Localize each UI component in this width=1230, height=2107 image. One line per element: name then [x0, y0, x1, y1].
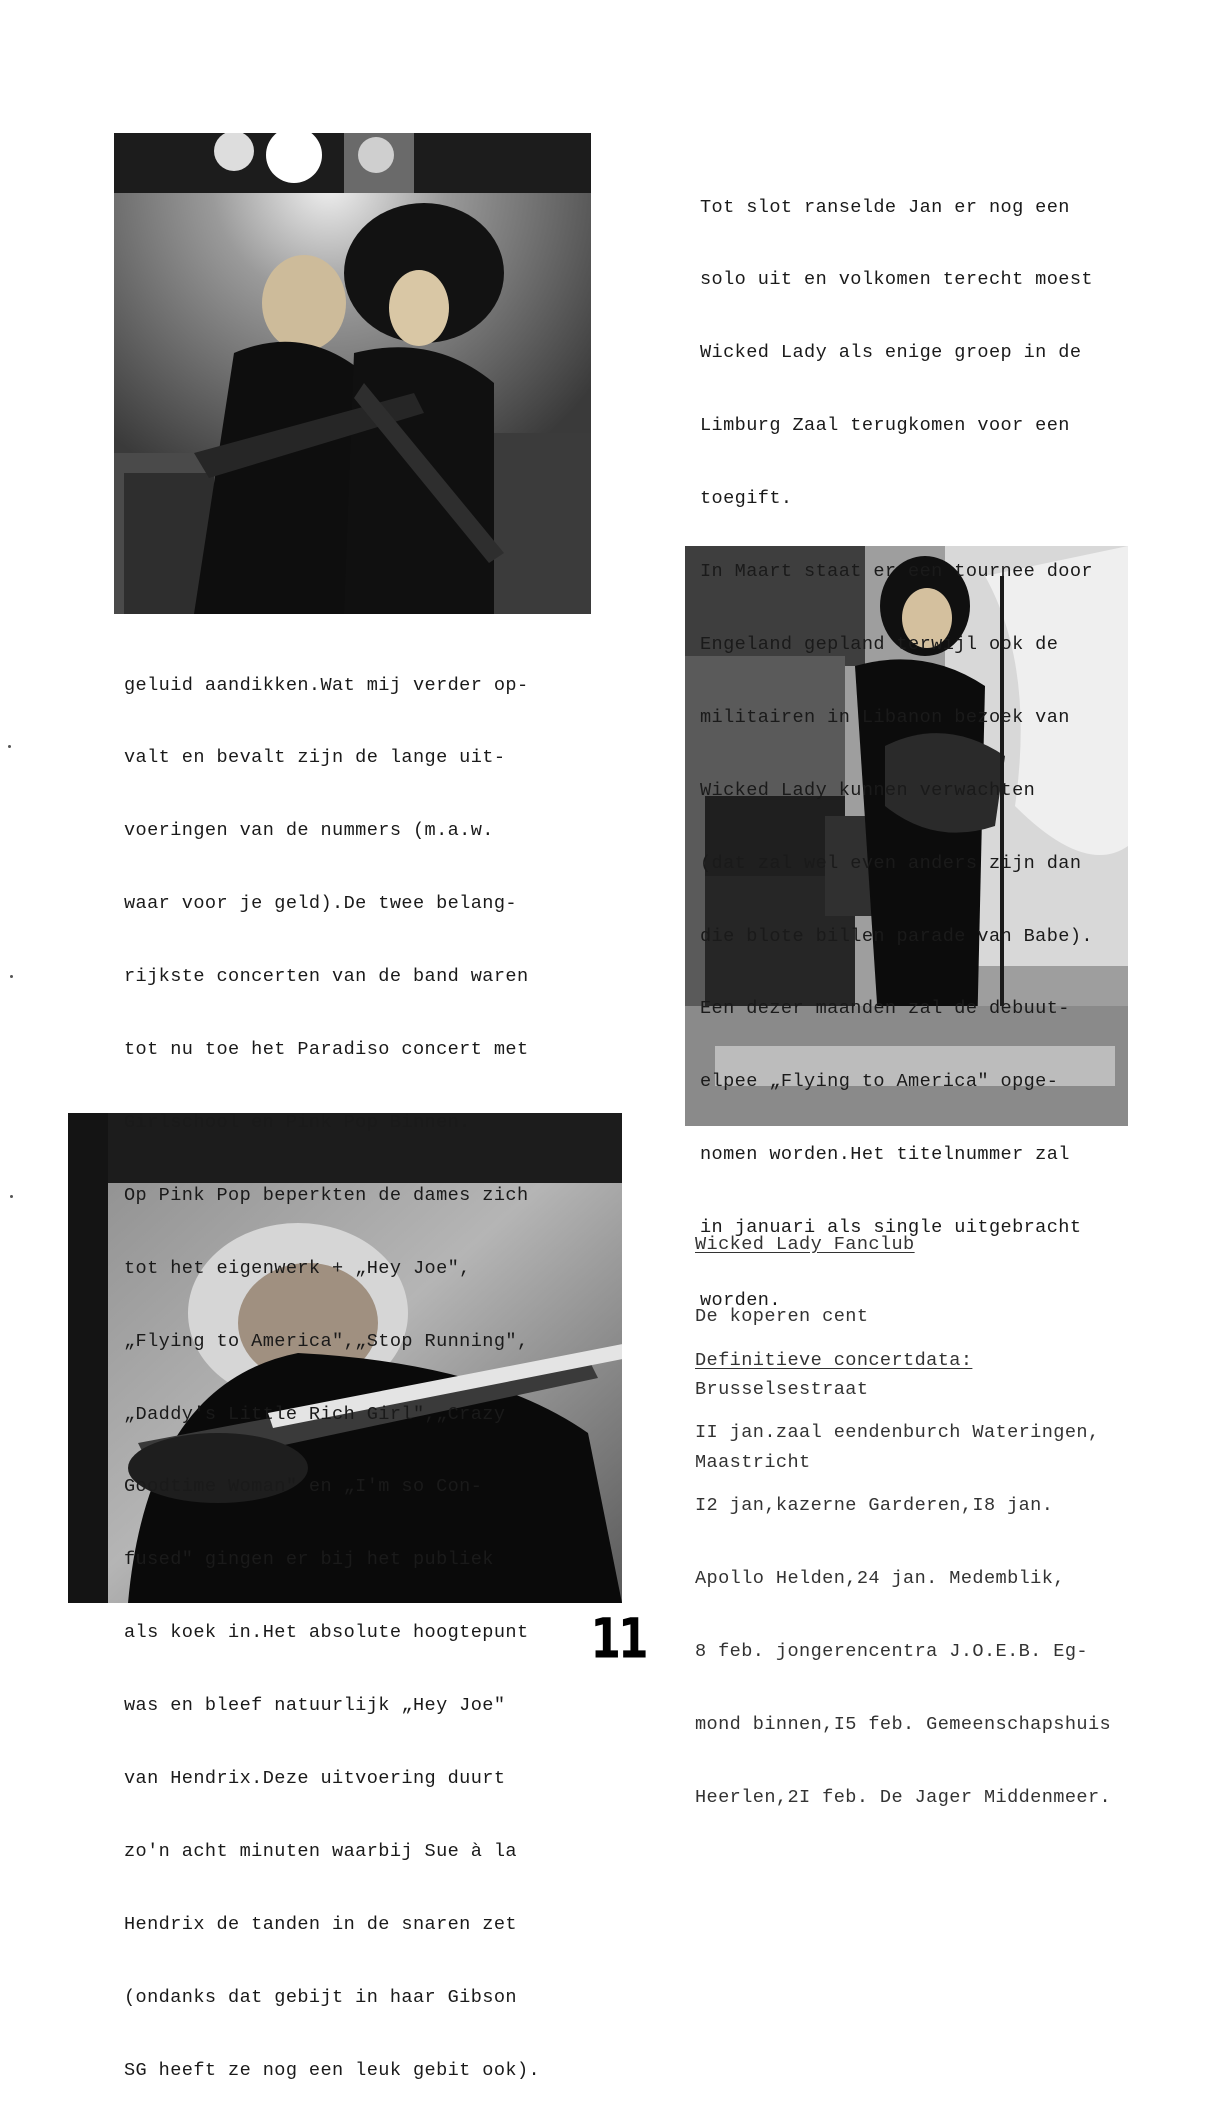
page-number: 11: [590, 1607, 646, 1672]
text-line: SG heeft ze nog een leuk gebit ook).: [124, 2059, 541, 2081]
text-line: nomen worden.Het titelnummer zal: [700, 1144, 1070, 1166]
text-line: tot nu toe het Paradiso concert met: [124, 1039, 529, 1061]
photo-two-guitarists: [114, 133, 591, 614]
text-line: In Maart staat er een tournee door: [700, 561, 1093, 583]
text-line: elpee „Flying to America" opge-: [700, 1071, 1059, 1093]
text-line: waar voor je geld).De twee belang-: [124, 893, 517, 915]
text-line: „Daddy's Little Rich Girl",„Crazy: [124, 1403, 506, 1425]
text-line: zo'n acht minuten waarbij Sue à la: [124, 1840, 517, 1862]
text-line: „Flying to America",„Stop Running",: [124, 1330, 529, 1352]
concert-line: Apollo Helden,24 jan. Medemblik,: [695, 1568, 1065, 1590]
text-line: Hendrix de tanden in de snaren zet: [124, 1913, 517, 1935]
text-line: rijkste concerten van de band waren: [124, 966, 529, 988]
text-line: in januari als single uitgebracht: [700, 1217, 1082, 1239]
text-line: Tot slot ranselde Jan er nog een: [700, 196, 1070, 218]
text-line: Girlschool en Pink Pop Binnen.: [124, 1111, 471, 1133]
text-line: tot het eigenwerk + „Hey Joe",: [124, 1257, 471, 1279]
left-column-article-text: [124, 625, 540, 2107]
text-line: worden.: [700, 1289, 781, 1311]
text-line: toegift.: [700, 488, 793, 510]
concert-line: II jan.zaal eendenburch Wateringen,: [695, 1422, 1100, 1444]
text-line: was en bleef natuurlijk „Hey Joe": [124, 1695, 506, 1717]
text-line: (dat zal wel even anders zijn dan: [700, 852, 1082, 874]
scan-speck: [10, 1195, 13, 1198]
fanclub-line: Brusselsestraat: [695, 1379, 869, 1401]
text-line: Wicked Lady kunnen verwachten: [700, 779, 1036, 801]
text-line: die blote billen parade van Babe).: [700, 925, 1093, 947]
text-line: Op Pink Pop beperkten de dames zich: [124, 1184, 529, 1206]
right-column-article-text: [700, 147, 1093, 1338]
fanclub-line: De koperen cent: [695, 1306, 869, 1328]
concert-line: I2 jan,kazerne Garderen,I8 jan.: [695, 1495, 1054, 1517]
text-line: fused" gingen er bij het publiek: [124, 1549, 494, 1571]
concert-dates-heading: Definitieve concertdata:: [695, 1349, 973, 1371]
text-line: voeringen van de nummers (m.a.w.: [124, 820, 494, 842]
text-line: Goodtime Woman" en „I'm so Con-: [124, 1476, 483, 1498]
text-line: militairen in Libanon bezoek van: [700, 706, 1070, 728]
concert-line: Heerlen,2I feb. De Jager Middenmeer.: [695, 1786, 1112, 1808]
concert-line: 8 feb. jongerencentra J.O.E.B. Eg-: [695, 1641, 1088, 1663]
text-line: (ondanks dat gebijt in haar Gibson: [124, 1986, 517, 2008]
text-line: Limburg Zaal terugkomen voor een: [700, 415, 1070, 437]
concert-line: mond binnen,I5 feb. Gemeenschapshuis: [695, 1714, 1112, 1736]
text-line: Wicked Lady als enige groep in de: [700, 342, 1082, 364]
text-line: solo uit en volkomen terecht moest: [700, 269, 1093, 291]
fanclub-line: Maastricht: [695, 1452, 811, 1474]
text-line: valt en bevalt zijn de lange uit-: [124, 747, 506, 769]
scan-speck: [10, 975, 13, 978]
text-line: geluid aandikken.Wat mij verder op-: [124, 674, 529, 696]
scan-speck: [8, 745, 11, 748]
text-line: van Hendrix.Deze uitvoering duurt: [124, 1767, 506, 1789]
text-line: als koek in.Het absolute hoogtepunt: [124, 1622, 529, 1644]
fanclub-heading: Wicked Lady Fanclub: [695, 1233, 915, 1255]
concert-dates: [695, 1300, 1111, 1835]
text-line: Engeland gepland terwijl ook de: [700, 633, 1059, 655]
text-line: Een dezer maanden zal de debuut-: [700, 998, 1070, 1020]
